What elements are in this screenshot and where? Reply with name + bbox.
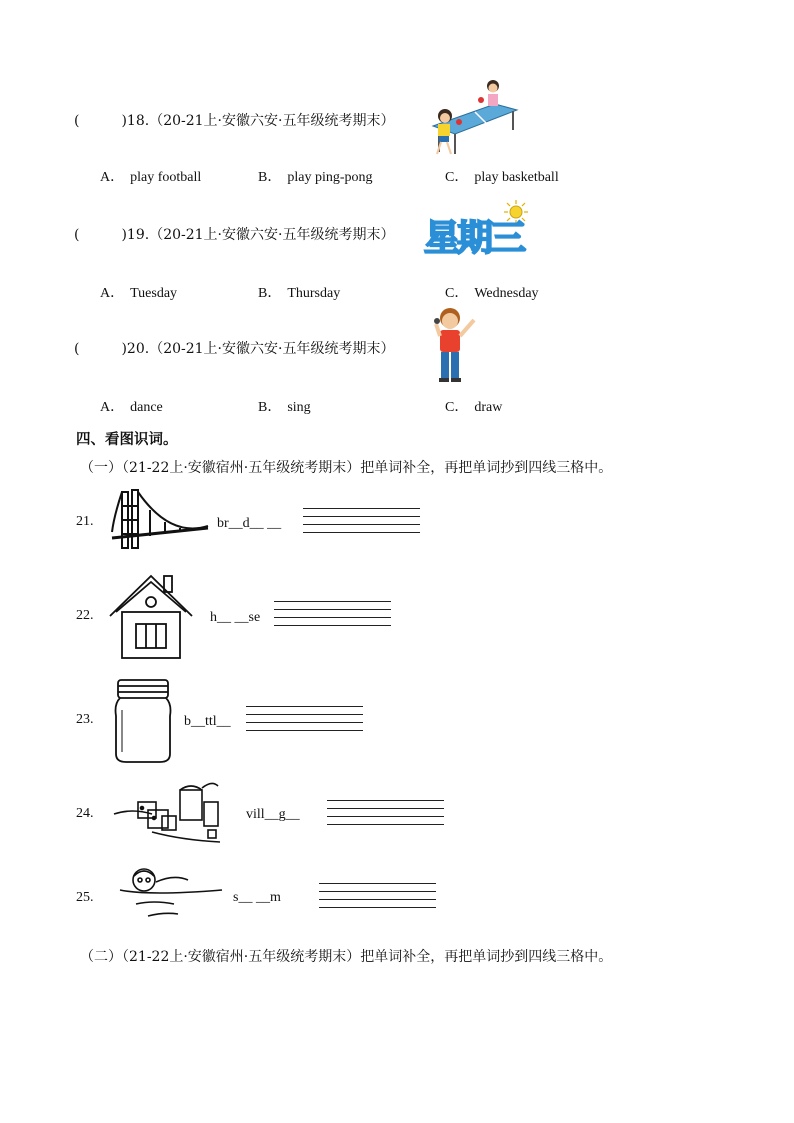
item-25-number: 25. xyxy=(76,890,94,905)
item-25-writing-lines[interactable] xyxy=(319,883,436,907)
item-24-number: 24. xyxy=(76,806,94,821)
item-21-number: 21. xyxy=(76,514,94,529)
option-b[interactable]: B． Thursday xyxy=(258,286,341,301)
item-22-hint[interactable]: h__ __se xyxy=(210,610,261,625)
singing-boy-image xyxy=(428,306,480,384)
swimmer-icon xyxy=(118,864,224,918)
option-b[interactable]: B． play ping-pong xyxy=(258,170,373,185)
item-21-writing-lines[interactable] xyxy=(303,508,420,532)
ping-pong-image xyxy=(425,78,520,158)
item-23-number: 23. xyxy=(76,712,94,727)
item-22-writing-lines[interactable] xyxy=(274,601,391,625)
answer-bracket-open[interactable]: ( xyxy=(74,113,80,129)
section-title: 四、看图识词。 xyxy=(76,431,178,448)
question-number: )20. xyxy=(121,341,150,357)
option-c[interactable]: C． Wednesday xyxy=(445,286,539,301)
answer-bracket-open[interactable]: ( xyxy=(74,341,80,357)
question-20 xyxy=(74,338,394,358)
question-source: （20-21上·安徽六安·五年级统考期末） xyxy=(149,227,395,243)
option-a[interactable]: A． Tuesday xyxy=(100,286,178,301)
item-24-hint[interactable]: vill__g__ xyxy=(246,807,300,822)
answer-bracket-open[interactable]: ( xyxy=(74,227,80,243)
option-b[interactable]: B． sing xyxy=(258,400,311,415)
item-25-hint[interactable]: s__ __m xyxy=(233,890,281,905)
section-part2-instruction: （二）（21-22上·安徽宿州·五年级统考期末）把单词补全，再把单词抄到四线三格中。 xyxy=(80,949,613,965)
house-icon xyxy=(108,572,194,662)
section-part1-instruction: （一）（21-22上·安徽宿州·五年级统考期末）把单词补全，再把单词抄到四线三格中。 xyxy=(80,460,613,476)
bridge-icon xyxy=(110,486,210,552)
question-19 xyxy=(74,224,394,244)
item-24-writing-lines[interactable] xyxy=(327,800,444,824)
wednesday-image xyxy=(424,206,536,262)
item-22-number: 22. xyxy=(76,608,94,623)
option-a[interactable]: A． dance xyxy=(100,400,163,415)
bottle-icon xyxy=(112,676,174,764)
option-c[interactable]: C． play basketball xyxy=(445,170,559,185)
item-23-writing-lines[interactable] xyxy=(246,706,363,730)
option-a[interactable]: A． play football xyxy=(100,170,202,185)
question-number: )19. xyxy=(121,227,150,243)
question-source: （20-21上·安徽六安·五年级统考期末） xyxy=(149,341,395,357)
option-c[interactable]: C． draw xyxy=(445,400,503,415)
wednesday-chinese-text: 星期三 xyxy=(424,218,524,259)
item-23-hint[interactable]: b__ttl__ xyxy=(184,714,231,729)
question-source: （20-21上·安徽六安·五年级统考期末） xyxy=(149,113,395,129)
village-icon xyxy=(112,780,222,846)
question-number: )18. xyxy=(121,113,150,129)
question-18 xyxy=(74,110,394,130)
item-21-hint[interactable]: br__d__ __ xyxy=(217,516,282,531)
